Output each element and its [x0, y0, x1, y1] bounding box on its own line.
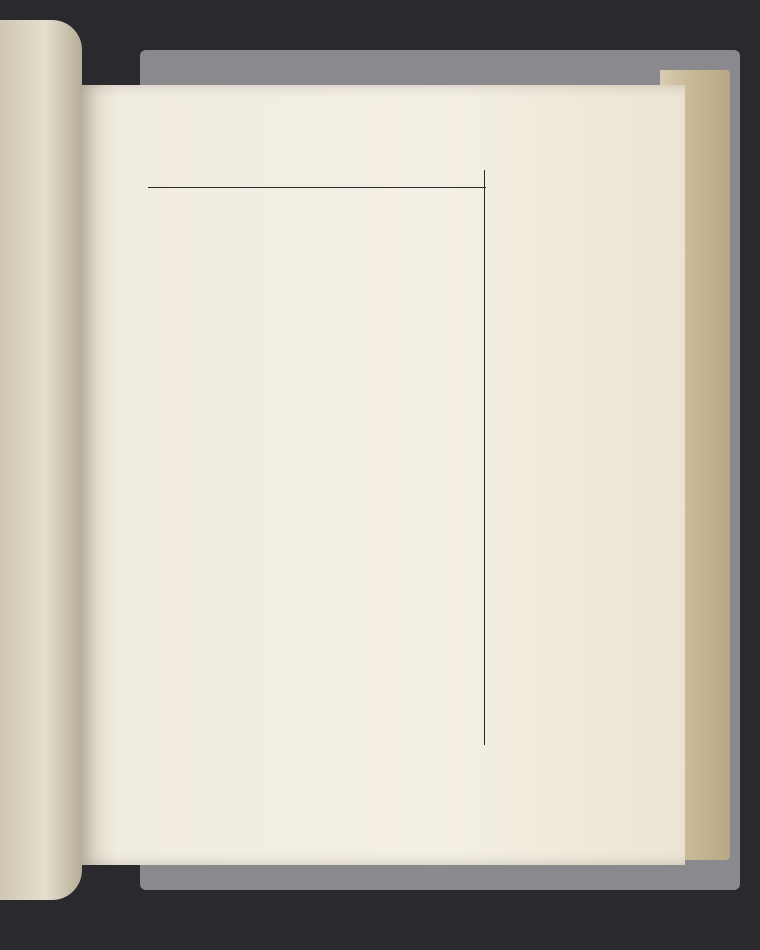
text-block: [148, 165, 486, 750]
header-line: [148, 165, 486, 188]
footer-line: [148, 192, 486, 216]
